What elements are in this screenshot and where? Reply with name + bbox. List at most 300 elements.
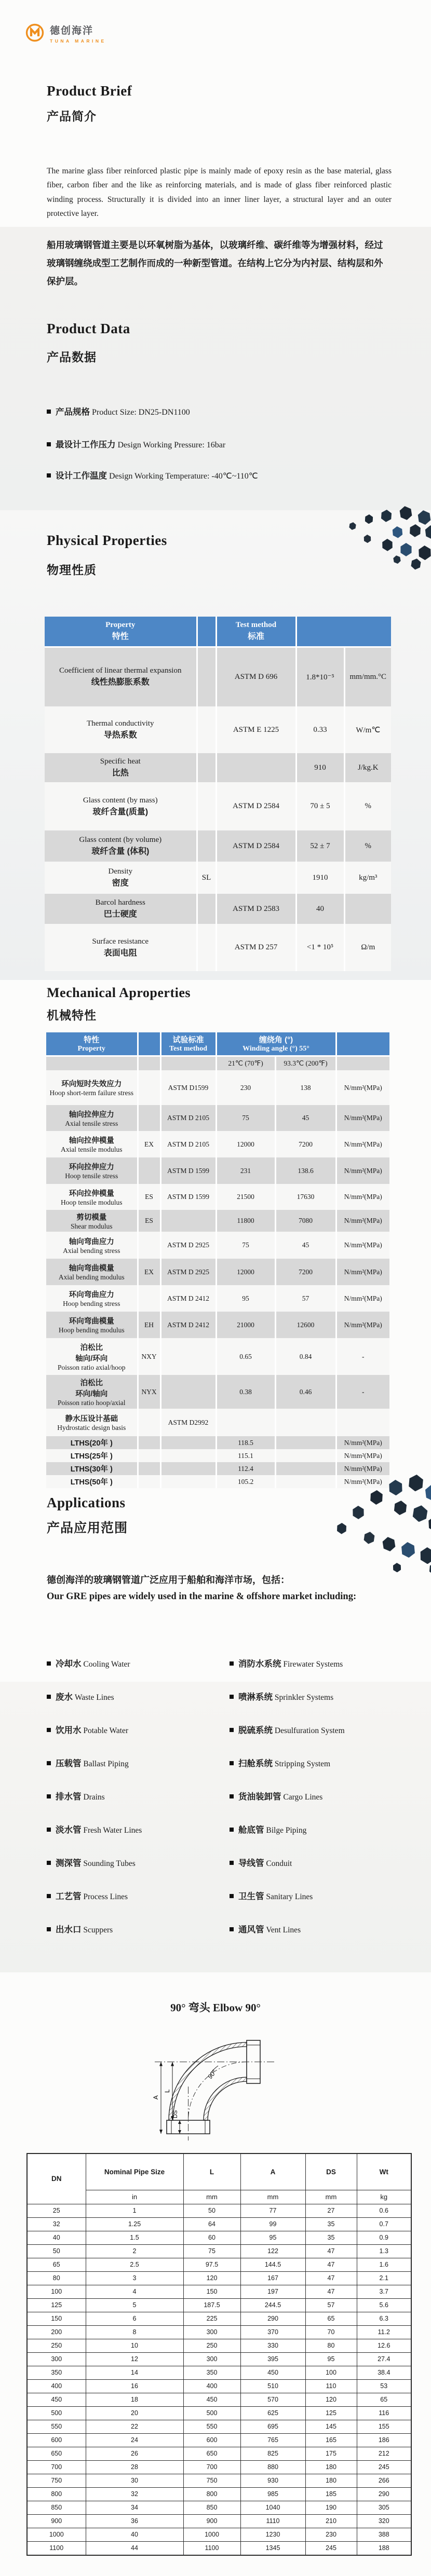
test-method-cell (160, 1436, 216, 1449)
dim-cell: 800 (183, 2487, 240, 2501)
property-cell (46, 1285, 138, 1312)
dim-cell: 750 (183, 2474, 240, 2487)
dimension-table-row (27, 2271, 411, 2285)
dimension-table-row (27, 2393, 411, 2406)
dim-cell: 80 (27, 2271, 86, 2285)
ds-header-cell: DS (305, 2154, 357, 2190)
dim-cell: 47 (305, 2244, 357, 2258)
application-item (230, 1923, 301, 1935)
application-label-cn: 排水管 (56, 1792, 82, 1802)
bullet-square-icon (230, 1894, 234, 1898)
dim-cell: 120 (305, 2393, 357, 2406)
dim-cell: 50 (183, 2204, 240, 2217)
header-label-cn: 试验标准 (172, 1035, 204, 1045)
value-93c-cell (275, 1409, 336, 1436)
application-item (230, 1790, 322, 1802)
dim-cell: 400 (27, 2379, 86, 2393)
dim-cell: 100 (27, 2285, 86, 2298)
dim-cell: 370 (240, 2325, 305, 2339)
header-label-cn: 特性 (112, 632, 129, 642)
dim-cell: 3.7 (357, 2285, 411, 2298)
dimension-table-row (27, 2325, 411, 2339)
bullet-square-icon (47, 1828, 51, 1832)
property-header-cell (46, 1032, 138, 1056)
dim-cell: 100 (305, 2366, 357, 2379)
bullet-label-cn: 产品规格 (56, 407, 90, 417)
dim-cell: 2 (86, 2244, 183, 2258)
dim-cell: 40 (86, 2528, 183, 2541)
dim-cell: 34 (86, 2501, 183, 2514)
property-header-cell (45, 617, 197, 647)
header-label-en: Test method (235, 621, 277, 630)
value-header-cell (296, 617, 391, 647)
application-item (47, 1756, 129, 1769)
dim-cell: 1000 (183, 2528, 240, 2541)
application-item (230, 1823, 306, 1835)
dim-cell: 180 (305, 2460, 357, 2474)
dim-cell: 600 (183, 2433, 240, 2447)
header-label-en: Property (77, 1045, 105, 1053)
property-name-cn: 环向拉伸应力 (69, 1163, 114, 1171)
physical-table-row (45, 894, 391, 924)
dim-cell: 47 (305, 2258, 357, 2271)
code-cell (138, 1475, 160, 1488)
property-name-cn: LTHS(30年 ) (70, 1465, 113, 1474)
dimension-table-row (27, 2406, 411, 2420)
test-method-cell (160, 1449, 216, 1462)
header-label-cn: 缠绕角 (°) (259, 1035, 293, 1045)
code-cell (138, 1409, 160, 1436)
bullet-square-icon (47, 442, 51, 446)
code-cell (138, 1285, 160, 1312)
property-name-cn: 剪切模量 (76, 1213, 107, 1222)
code-cell (138, 1105, 160, 1131)
mechanical-table-row (46, 1436, 389, 1449)
test-method-cell (160, 1462, 216, 1475)
hexagon-icon (352, 1506, 365, 1519)
mechanical-table-row (46, 1105, 389, 1131)
dim-cell: 150 (27, 2312, 86, 2325)
dim-cell: 80 (305, 2339, 357, 2352)
property-name-en: Hoop bending stress (63, 1300, 120, 1307)
value-21c-cell: 0.65 (216, 1338, 275, 1375)
property-name-en: Poisson ratio hoop/axial (58, 1398, 126, 1407)
company-logo (24, 23, 106, 45)
application-label-en: Scuppers (81, 1926, 113, 1934)
dim-cell: 110 (305, 2379, 357, 2393)
dim-cell: 245 (305, 2541, 357, 2555)
dim-cell: 65 (27, 2258, 86, 2271)
hexagon-icon (424, 1483, 431, 1502)
brand-name-en: TUNA MARINE (50, 38, 106, 44)
dim-cell: 16 (86, 2379, 183, 2393)
test-method-cell: ASTM D 2105 (160, 1105, 216, 1131)
unit-cell: N/mm²(MPa) (336, 1105, 389, 1131)
bullet-square-icon (230, 1927, 234, 1931)
test-method-header-cell (216, 617, 296, 647)
dim-cell: 225 (183, 2312, 240, 2325)
dim-cell: 290 (240, 2312, 305, 2325)
mechanical-table-row (46, 1312, 389, 1338)
dim-cell: 1100 (27, 2541, 86, 2555)
dim-cell: 75 (183, 2244, 240, 2258)
dimension-table-row (27, 2258, 411, 2271)
application-item (47, 1823, 142, 1835)
unit-cell (336, 1409, 389, 1436)
dim-cell: 695 (240, 2420, 305, 2433)
test-method-cell (160, 1338, 216, 1375)
application-label-cn: 喷淋系统 (238, 1693, 273, 1702)
application-label-cn: 饮用水 (56, 1726, 82, 1735)
code-cell (138, 1070, 160, 1105)
dim-cell: 0.9 (357, 2231, 411, 2244)
dimension-header-row (27, 2154, 411, 2190)
property-name-cn: 密度 (112, 879, 129, 888)
property-cell (46, 1184, 138, 1210)
dim-cell: 305 (357, 2501, 411, 2514)
application-label-cn: 消防水系统 (238, 1659, 281, 1669)
unit-cell: kg (357, 2190, 411, 2204)
property-name-en: Hoop bending modulus (58, 1326, 125, 1334)
dim-cell: 150 (183, 2285, 240, 2298)
header-label-en: Winding angle (°) 55° (243, 1045, 309, 1053)
property-name-cn: 环向弯曲应力 (69, 1291, 114, 1299)
dim-cell: 186 (357, 2433, 411, 2447)
dim-cell: 144.5 (240, 2258, 305, 2271)
physical-table-row (45, 647, 391, 706)
dim-cell: 40 (27, 2231, 86, 2244)
dim-cell: 300 (183, 2352, 240, 2366)
dim-cell: 65 (305, 2312, 357, 2325)
dim-cell: 395 (240, 2352, 305, 2366)
application-label-cn: 导线管 (238, 1859, 264, 1868)
application-label-cn: 冷却水 (56, 1659, 82, 1669)
dim-cell: 99 (240, 2217, 305, 2231)
dim-cell: 1.3 (357, 2244, 411, 2258)
value-21c-cell: 118.5 (216, 1436, 275, 1449)
physical-title-cn: 物理性质 (47, 563, 97, 577)
property-name-cn: LTHS(25年 ) (70, 1452, 113, 1461)
dim-cell: 38.4 (357, 2366, 411, 2379)
unit-cell: N/mm²(MPa) (336, 1131, 389, 1157)
property-cell (45, 753, 197, 782)
hexagon-icon (428, 1562, 431, 1576)
bullet-square-icon (47, 1927, 51, 1931)
dim-cell: 2.5 (86, 2258, 183, 2271)
test-method-cell: ASTM D2992 (160, 1409, 216, 1436)
application-label-cn: 舱底管 (238, 1825, 264, 1835)
unit-cell: N/mm²(MPa) (336, 1157, 389, 1184)
dim-cell: 450 (183, 2393, 240, 2406)
property-name-en: Axial bending modulus (58, 1273, 125, 1281)
application-item (47, 1723, 128, 1736)
dim-cell: 1040 (240, 2501, 305, 2514)
unit-cell: kg/m³ (344, 862, 391, 894)
unit-cell: N/mm²(MPa) (336, 1462, 389, 1475)
property-name-en: Glass content (by mass) (83, 796, 158, 805)
application-label-en: Stripping System (273, 1760, 331, 1768)
property-name-en: Density (108, 867, 133, 876)
bullet-square-icon (230, 1695, 234, 1699)
dim-cell: 25 (27, 2204, 86, 2217)
property-name-en: Specific heat (100, 757, 141, 766)
wt-header-cell: Wt (357, 2154, 411, 2190)
value-93c-cell: 12600 (275, 1312, 336, 1338)
unit-cell (344, 894, 391, 924)
elbow-dimension-table (26, 2153, 412, 2556)
test-method-cell (160, 1210, 216, 1232)
value-93c-cell: 0.84 (275, 1338, 336, 1375)
application-label-en: Conduit (264, 1859, 292, 1868)
unit-cell: - (336, 1375, 389, 1409)
unit-cell: N/mm²(MPa) (336, 1070, 389, 1105)
value-21c-cell: 12000 (216, 1259, 275, 1285)
empty-cell (336, 1056, 389, 1070)
dim-cell: 3 (86, 2271, 183, 2285)
property-cell (46, 1232, 138, 1259)
application-label-en: Cargo Lines (281, 1793, 323, 1802)
code-cell (197, 830, 216, 862)
unit-cell: N/mm²(MPa) (336, 1475, 389, 1488)
dim-cell: 650 (183, 2447, 240, 2460)
code-cell (138, 1436, 160, 1449)
property-cell (46, 1105, 138, 1131)
value-21c-cell: 95 (216, 1285, 275, 1312)
dim-cell: 266 (357, 2474, 411, 2487)
value-21c-cell: 12000 (216, 1131, 275, 1157)
dim-cell: 1230 (240, 2528, 305, 2541)
physical-table-row (45, 706, 391, 753)
dim-cell: 350 (27, 2366, 86, 2379)
test-method-cell: ASTM E 1225 (216, 706, 296, 753)
dim-cell: 30 (86, 2474, 183, 2487)
code-cell: ES (138, 1184, 160, 1210)
property-name-en: Hoop tensile stress (65, 1172, 118, 1180)
dim-cell: 1.5 (86, 2231, 183, 2244)
dim-cell: 4 (86, 2285, 183, 2298)
dim-cell: 765 (240, 2433, 305, 2447)
value-93c-cell: 138.6 (275, 1157, 336, 1184)
bullet-label-cn: 最设计工作压力 (56, 440, 116, 449)
dimension-table-row (27, 2217, 411, 2231)
dim-cell: 230 (305, 2528, 357, 2541)
unit-cell: % (344, 830, 391, 862)
dim-cell: 36 (86, 2514, 183, 2528)
product-data-bullet (47, 438, 225, 450)
temp-21c-cell: 21℃ (70℉) (216, 1056, 275, 1070)
dim-cell: 200 (27, 2325, 86, 2339)
winding-angle-header-cell (216, 1032, 336, 1056)
a-header-cell: A (240, 2154, 305, 2190)
dim-cell: 625 (240, 2406, 305, 2420)
application-label-en: Process Lines (81, 1892, 128, 1901)
bullet-square-icon (47, 1761, 51, 1765)
application-item (230, 1756, 330, 1769)
dim-cell: 600 (27, 2433, 86, 2447)
property-name-en: Hoop short-term failure stress (49, 1089, 134, 1097)
test-method-cell: ASTM D 2583 (216, 894, 296, 924)
bullet-label-cn: 设计工作温度 (56, 471, 107, 481)
application-item (230, 1889, 313, 1902)
dim-cell: 510 (240, 2379, 305, 2393)
application-label-en: Potable Water (81, 1726, 129, 1735)
value-cell: 40 (296, 894, 344, 924)
dim-a-label: A (152, 2095, 159, 2100)
physical-table-row (45, 782, 391, 830)
application-label-en: Drains (81, 1793, 105, 1802)
dimension-table-row (27, 2339, 411, 2352)
value-93c-cell (275, 1462, 336, 1475)
unit-cell: in (86, 2190, 183, 2204)
dim-cell: 24 (86, 2433, 183, 2447)
value-cell: 52 ± 7 (296, 830, 344, 862)
bullet-square-icon (47, 1661, 51, 1666)
value-cell: 910 (296, 753, 344, 782)
dimension-table-row (27, 2285, 411, 2298)
empty-cell (46, 1056, 138, 1070)
mechanical-table-row (46, 1210, 389, 1232)
code-cell: EH (138, 1312, 160, 1338)
empty-cell (160, 1056, 216, 1070)
application-label-cn: 出水口 (56, 1925, 82, 1934)
dim-cell: 18 (86, 2393, 183, 2406)
dimension-table-row (27, 2312, 411, 2325)
mechanical-table-row (46, 1184, 389, 1210)
dim-cell: 26 (86, 2447, 183, 2460)
dimension-table-row (27, 2352, 411, 2366)
dim-cell: 550 (183, 2420, 240, 2433)
value-21c-cell: 105.2 (216, 1475, 275, 1488)
logo-text (50, 23, 106, 44)
dim-cell: 95 (240, 2231, 305, 2244)
property-name-en: Poisson ratio axial/hoop (58, 1363, 126, 1371)
dim-cell: 1100 (183, 2541, 240, 2555)
nps-header-cell: Nominal Pipe Size (86, 2154, 183, 2190)
temp-93c-cell: 93.3℃ (200℉) (275, 1056, 336, 1070)
header-label-cn: 特性 (84, 1035, 100, 1045)
value-93c-cell: 7200 (275, 1131, 336, 1157)
value-93c-cell: 45 (275, 1232, 336, 1259)
dim-cell: 300 (183, 2325, 240, 2339)
empty-cell (138, 1056, 160, 1070)
dim-cell: 880 (240, 2460, 305, 2474)
dim-cell: 155 (357, 2420, 411, 2433)
application-item (230, 1657, 343, 1669)
dim-cell: 1.25 (86, 2217, 183, 2231)
dim-cell: 35 (305, 2217, 357, 2231)
application-label-en: Vent Lines (264, 1926, 301, 1934)
dimension-table-row (27, 2447, 411, 2460)
mechanical-table-row (46, 1157, 389, 1184)
property-cell (46, 1210, 138, 1232)
application-label-en: Waste Lines (73, 1693, 114, 1702)
dim-cell: 175 (305, 2447, 357, 2460)
application-label-cn: 扫舱系统 (238, 1759, 273, 1768)
value-93c-cell: 0.46 (275, 1375, 336, 1409)
dim-cell: 900 (27, 2514, 86, 2528)
value-93c-cell: 7200 (275, 1259, 336, 1285)
unit-cell: Ω/m (344, 924, 391, 971)
property-cell (46, 1070, 138, 1105)
dimension-table-row (27, 2514, 411, 2528)
unit-cell: - (336, 1338, 389, 1375)
application-label-cn: 卫生管 (238, 1892, 264, 1901)
dimension-table-row (27, 2244, 411, 2258)
dim-cell: 77 (240, 2204, 305, 2217)
application-item (47, 1889, 128, 1902)
hexagon-icon (393, 1500, 408, 1516)
property-name-cn: LTHS(20年 ) (70, 1439, 113, 1448)
bullet-square-icon (47, 1861, 51, 1865)
bullet-square-icon (230, 1861, 234, 1865)
test-method-cell (160, 1475, 216, 1488)
value-21c-cell (216, 1409, 275, 1436)
application-item (47, 1657, 130, 1669)
dim-cell: 388 (357, 2528, 411, 2541)
elbow-technical-drawing (145, 2024, 286, 2141)
code-cell (138, 1462, 160, 1475)
unit-cell: mm (305, 2190, 357, 2204)
bullet-square-icon (230, 1828, 234, 1832)
mechanical-title-cn: 机械特性 (47, 1008, 97, 1022)
mechanical-table-row (46, 1070, 389, 1105)
property-name-cn: 轴向拉伸模量 (69, 1137, 114, 1145)
applications-title-cn: 产品应用范围 (47, 1521, 128, 1535)
dim-cell: 1345 (240, 2541, 305, 2555)
property-name-cn: 轴向/环向 (75, 1354, 108, 1363)
bullet-square-icon (47, 473, 51, 478)
hexagon-icon (411, 1504, 429, 1523)
property-cell (46, 1409, 138, 1436)
dim-cell: 53 (357, 2379, 411, 2393)
physical-table-row (45, 862, 391, 894)
test-method-cell (160, 1375, 216, 1409)
dim-cell: 185 (305, 2487, 357, 2501)
code-cell (138, 1157, 160, 1184)
property-name-cn: 轴向拉伸应力 (69, 1110, 114, 1119)
applications-title-en: Applications (47, 1495, 126, 1510)
value-93c-cell: 57 (275, 1285, 336, 1312)
dim-cell: 245 (357, 2460, 411, 2474)
dimension-table-row (27, 2204, 411, 2217)
physical-table-row (45, 924, 391, 971)
property-cell (45, 924, 197, 971)
dim-cell: 300 (27, 2352, 86, 2366)
dimension-table-row (27, 2298, 411, 2312)
application-item (47, 1790, 105, 1802)
unit-cell: J/kg.K (344, 753, 391, 782)
value-21c-cell: 115.1 (216, 1449, 275, 1462)
code-header-cell (138, 1032, 160, 1056)
dim-cell: 190 (305, 2501, 357, 2514)
unit-cell: N/mm²(MPa) (336, 1285, 389, 1312)
bullet-square-icon (230, 1661, 234, 1666)
dim-cell: 850 (183, 2501, 240, 2514)
dim-cell: 165 (305, 2433, 357, 2447)
dim-cell: 0.7 (357, 2217, 411, 2231)
property-name-en: Hydrostatic design basis (57, 1424, 126, 1432)
mechanical-title-en: Mechanical Aproperties (47, 985, 191, 1000)
unit-cell: N/mm²(MPa) (336, 1184, 389, 1210)
property-name-cn: 环向/轴向 (75, 1389, 108, 1398)
dim-cell: 70 (305, 2325, 357, 2339)
bullet-square-icon (47, 1695, 51, 1699)
code-header-cell (197, 617, 216, 647)
property-name-en: Axial tensile stress (65, 1119, 118, 1127)
unit-cell: N/mm²(MPa) (336, 1259, 389, 1285)
test-method-cell: ASTM D 1599 (160, 1157, 216, 1184)
test-method-cell: ASTM D 2584 (216, 782, 296, 830)
